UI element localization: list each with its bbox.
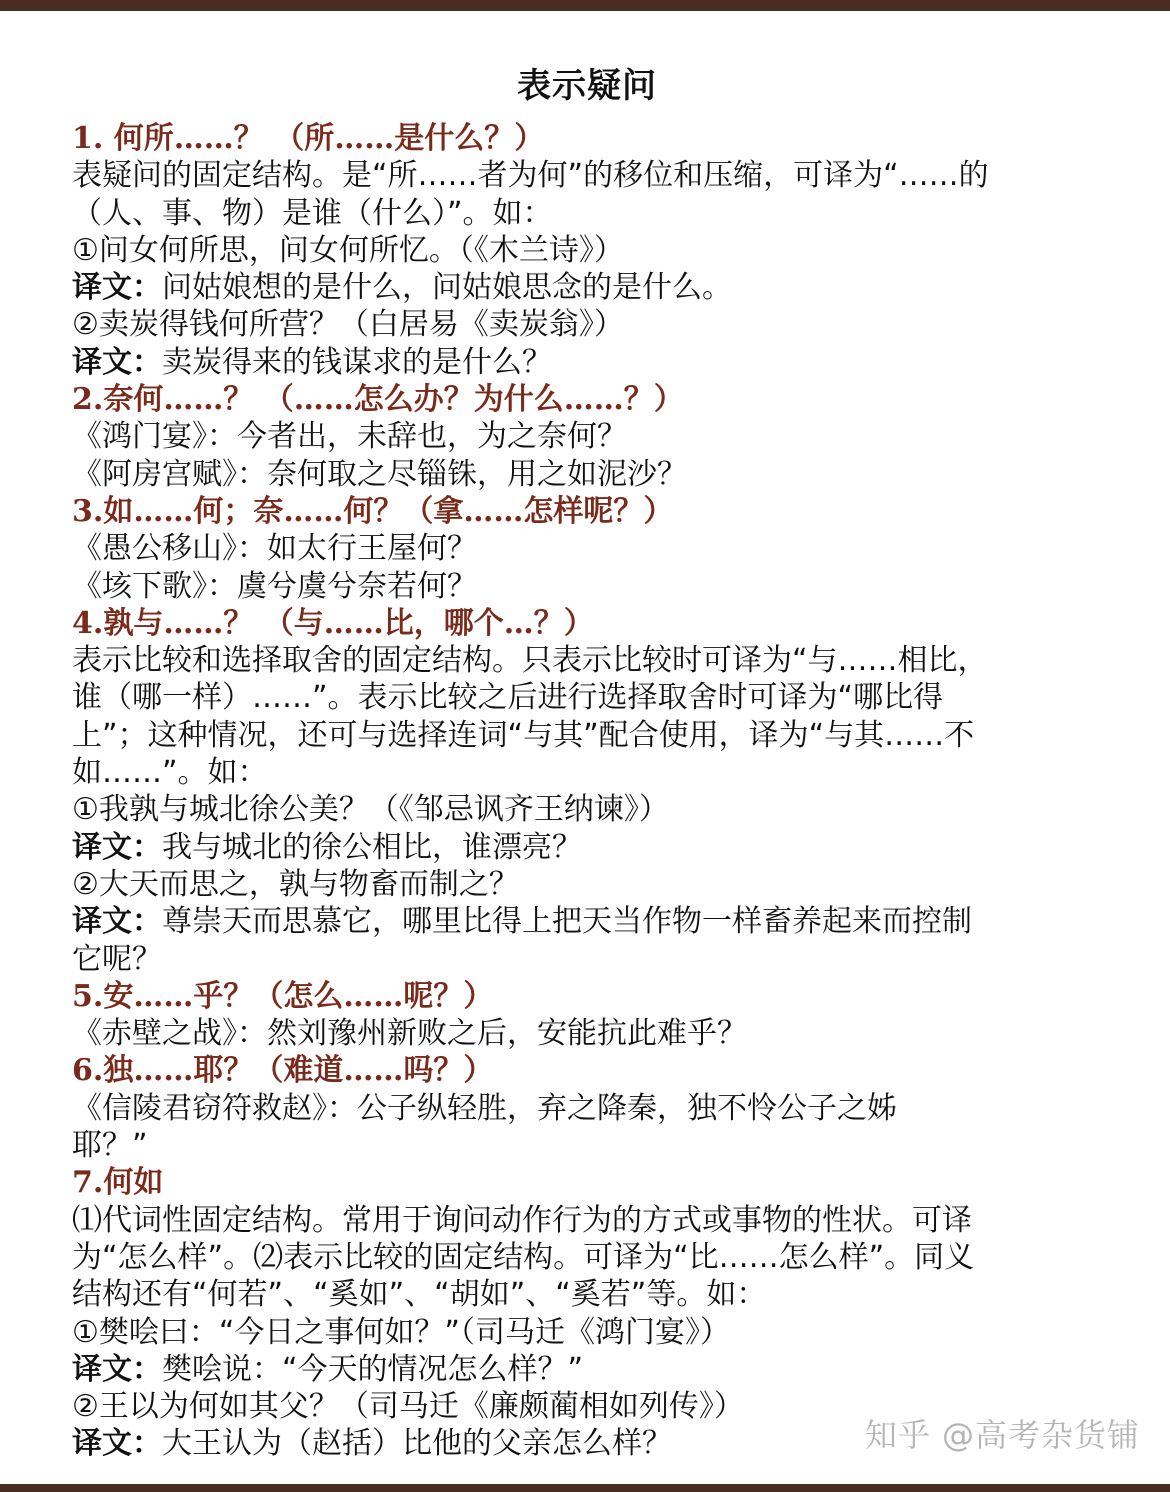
body-line: 如……”。如： xyxy=(72,755,268,791)
translation-label: 译文： xyxy=(72,904,162,940)
body-line: 表疑问的固定结构。是“所……者为何”的移位和压缩，可译为“……的 xyxy=(72,158,989,194)
translation-line xyxy=(72,903,1102,940)
page-title: 表示疑问 xyxy=(517,66,657,106)
body-line: 《愚公移山》：如太行王屋何？ xyxy=(72,531,477,567)
body-line: 上”；这种情况，还可与选择连词“与其”配合使用，译为“与其……不 xyxy=(72,717,975,753)
section-heading: 1. 何所……？ （所……是什么？） xyxy=(72,121,545,156)
section-heading: 5.安……乎？（怎么……呢？） xyxy=(72,978,494,1014)
body-line: ①樊哙曰：“今日之事何如？”（司马迁《鸿门宴》） xyxy=(72,1314,730,1350)
body-line: ⑴代词性固定结构。常用于询问动作行为的方式或事物的性状。可译 xyxy=(72,1202,972,1238)
body-line: 《垓下歌》：虞兮虞兮奈若何？ xyxy=(72,568,477,604)
body-line: 耶？” xyxy=(72,1128,148,1164)
body-line: 谁（哪一样）……”。表示比较之后进行选择取舍时可译为“哪比得 xyxy=(72,680,944,716)
translation-text: 卖炭得来的钱谋求的是什么？ xyxy=(162,344,552,380)
body-line: 为“怎么样”。⑵表示比较的固定结构。可译为“比……怎么样”。同义 xyxy=(72,1239,975,1275)
translation-label: 译文： xyxy=(72,1426,162,1462)
document-page xyxy=(72,58,1102,1463)
section-heading: 2.奈何……？ （……怎么办？为什么……？） xyxy=(72,382,684,418)
translation-line xyxy=(72,269,1102,306)
body-line: ①我孰与城北徐公美？（《邹忌讽齐王纳谏》） xyxy=(72,792,669,828)
translation-label: 译文： xyxy=(72,1351,162,1387)
translation-label: 译文： xyxy=(72,270,162,306)
translation-line xyxy=(72,1351,1102,1388)
translation-line xyxy=(72,829,1102,866)
top-border xyxy=(0,0,1170,11)
translation-text: 大王认为（赵括）比他的父亲怎么样？ xyxy=(162,1426,672,1462)
body-line: ②卖炭得钱何所营？（白居易《卖炭翁》） xyxy=(72,307,624,343)
body-line: 《赤壁之战》：然刘豫州新败之后，安能抗此难乎？ xyxy=(72,1016,747,1052)
translation-text: 樊哙说：“今天的情况怎么样？” xyxy=(162,1351,584,1387)
translation-text: 尊崇天而思慕它，哪里比得上把天当作物一样畜养起来而控制 xyxy=(162,904,972,940)
translation-text: 问姑娘想的是什么，问姑娘思念的是什么。 xyxy=(162,270,732,306)
section-heading: 6.独……耶？（难道……吗？） xyxy=(72,1053,494,1089)
document-body xyxy=(72,120,1102,1463)
watermark: 知乎 @高考杂货铺 xyxy=(864,1416,1140,1454)
bottom-border xyxy=(0,1484,1170,1492)
translation-text: 我与城北的徐公相比，谁漂亮？ xyxy=(162,829,582,865)
body-line: 《鸿门宴》：今者出，未辞也，为之奈何？ xyxy=(72,419,627,455)
section-heading: 3.如……何；奈……何？（拿……怎样呢？） xyxy=(72,493,674,529)
body-line: （人、事、物）是谁（什么）”。如： xyxy=(72,195,553,231)
section-heading: 7.何如 xyxy=(72,1165,164,1201)
body-line: ①问女何所思，问女何所忆。（《木兰诗》） xyxy=(72,232,624,268)
body-line: ②大天而思之，孰与物畜而制之？ xyxy=(72,866,519,902)
body-line: 《阿房宫赋》：奈何取之尽锱铢，用之如泥沙？ xyxy=(72,456,687,492)
body-line: 它呢？ xyxy=(72,941,162,977)
body-line: 表示比较和选择取舍的固定结构。只表示比较时可译为“与……相比， xyxy=(72,643,988,679)
body-line: 《信陵君窃符救赵》：公子纵轻胜，弃之降秦，独不怜公子之姊 xyxy=(72,1090,897,1126)
section-heading: 4.孰与……？ （与……比，哪个…？） xyxy=(72,605,594,641)
translation-line xyxy=(72,344,1102,381)
translation-label: 译文： xyxy=(72,344,162,380)
body-line: 结构还有“何若”、“奚如”、“胡如”、“奚若”等。如： xyxy=(72,1277,767,1313)
body-line: ②王以为何如其父？（司马迁《廉颇蔺相如列传》） xyxy=(72,1389,744,1425)
translation-label: 译文： xyxy=(72,829,162,865)
